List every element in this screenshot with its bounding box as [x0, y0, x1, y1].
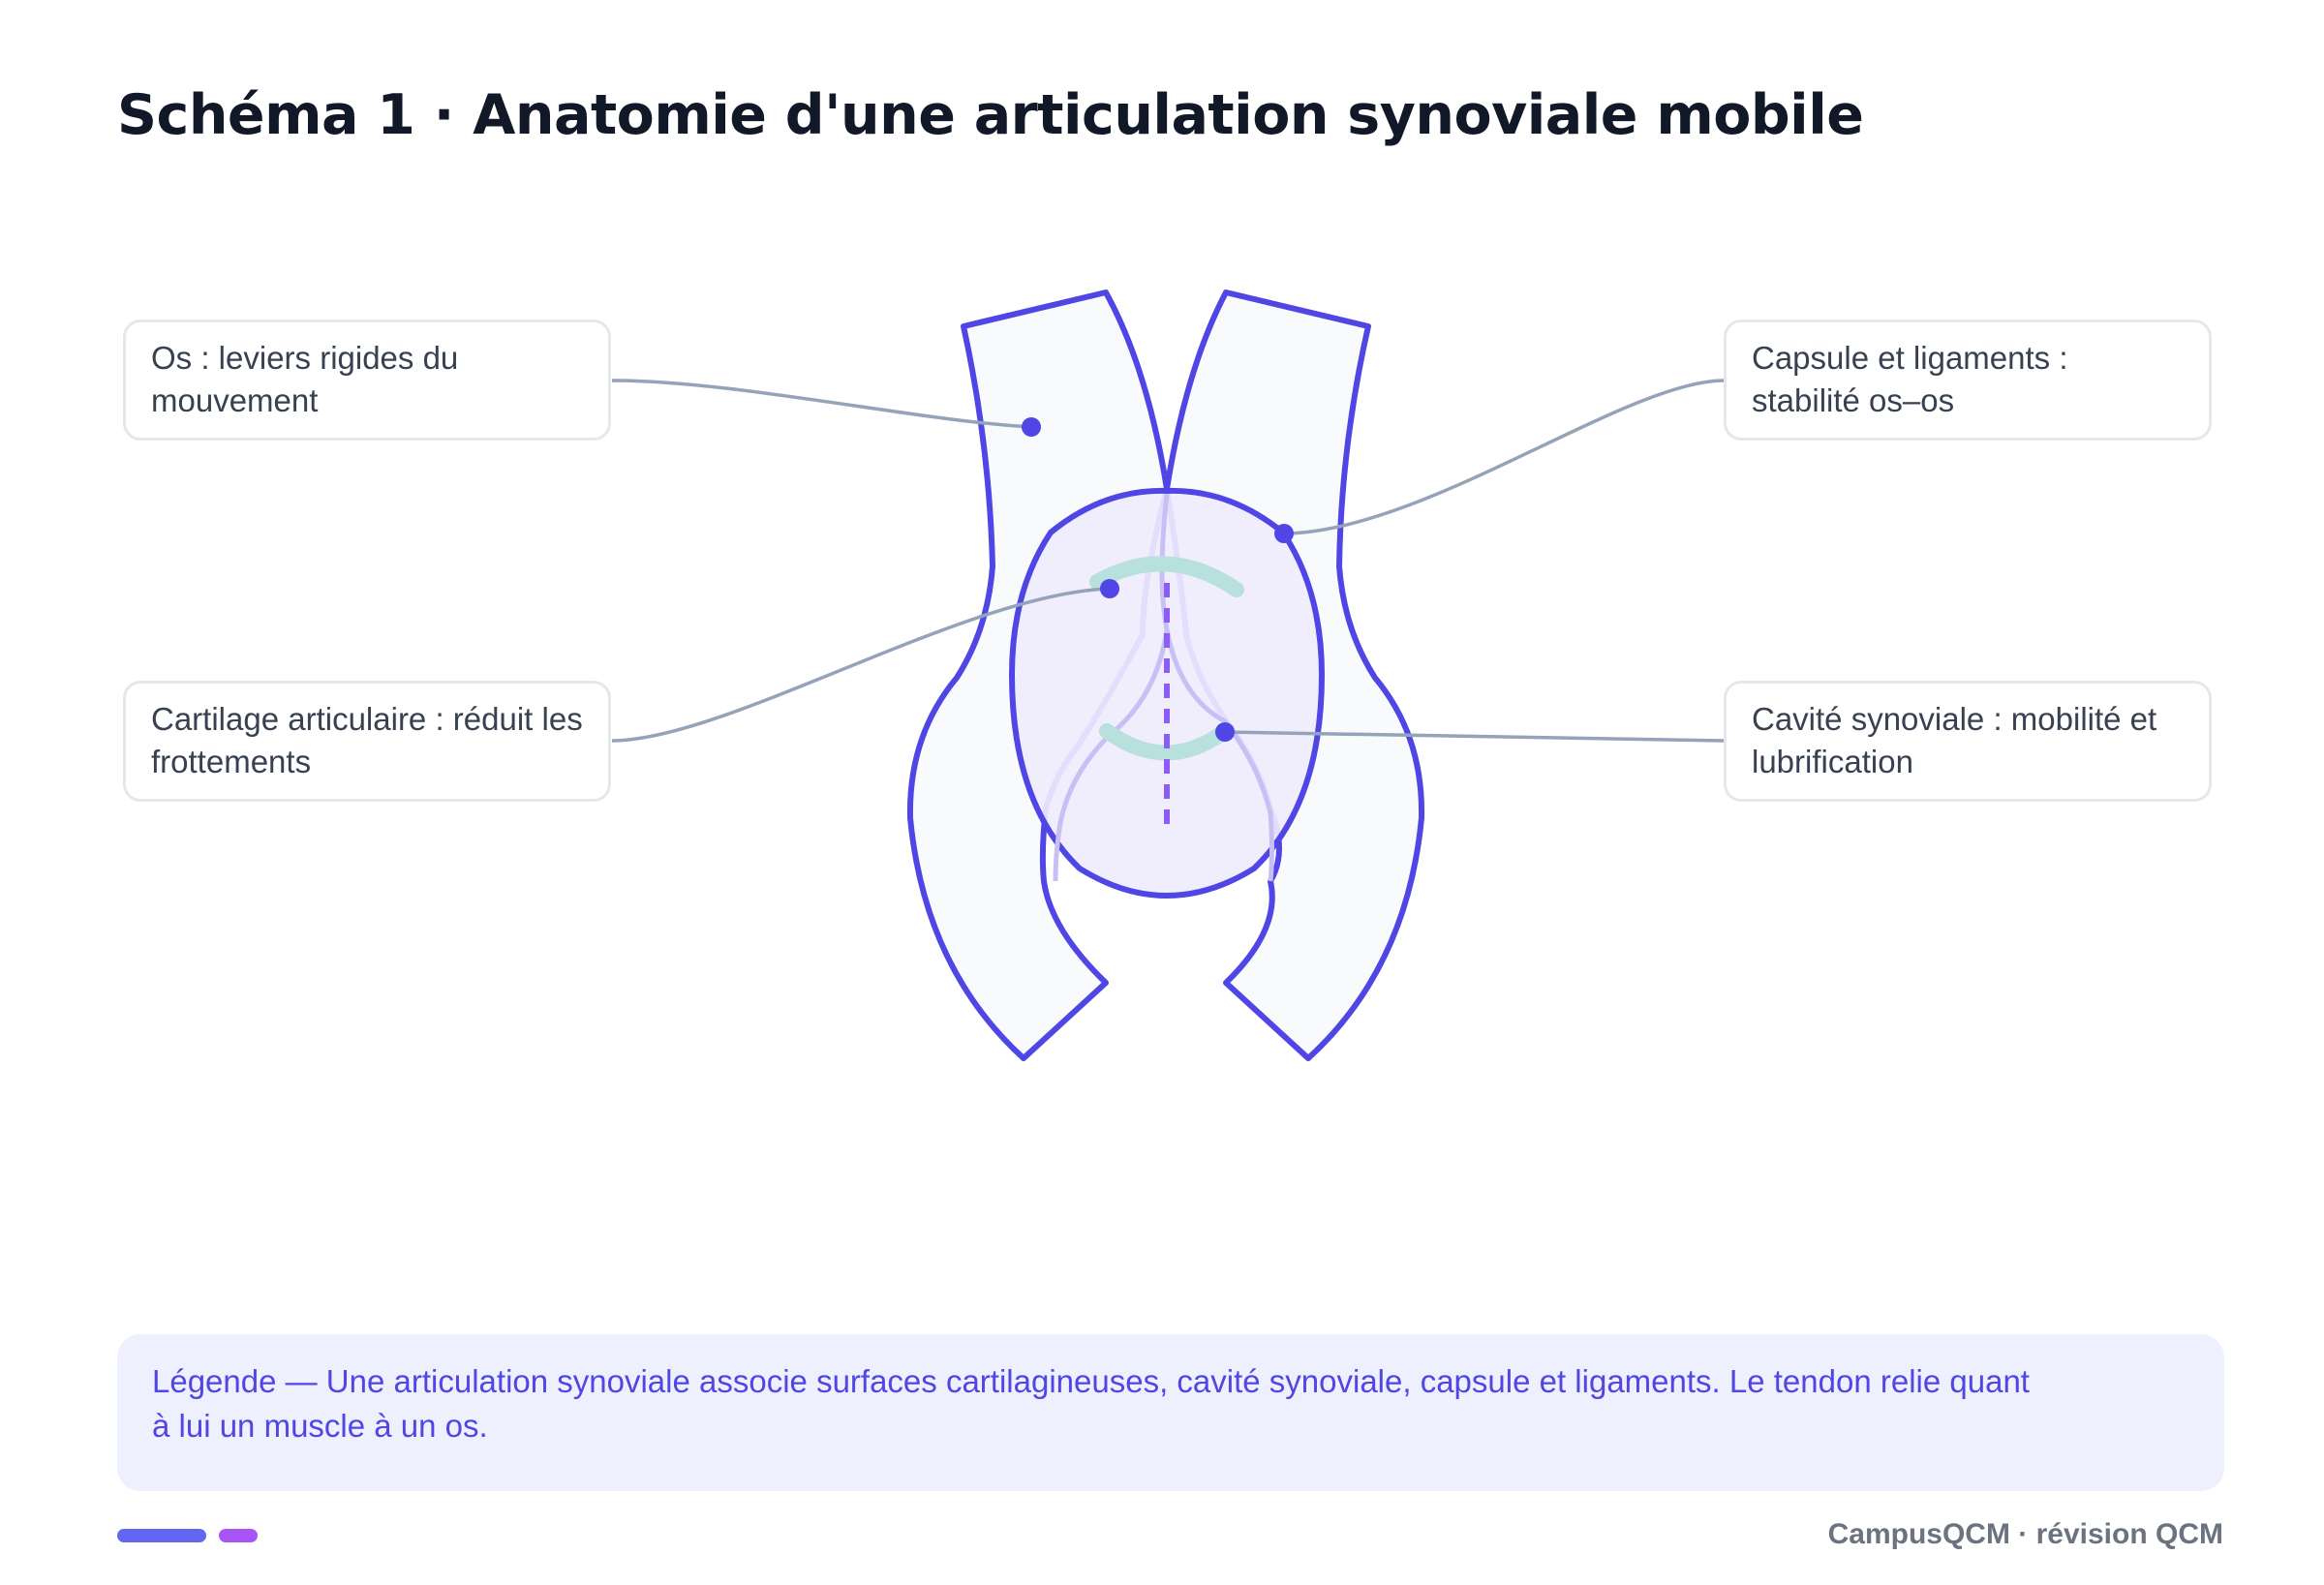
label-os: Os : leviers rigides du mouvement: [123, 320, 611, 441]
label-cavite: Cavité synoviale : mobilité et lubrification: [1724, 681, 2212, 802]
page-title: Schéma 1 · Anatomie d'une articulation synoviale mobile: [117, 83, 1864, 147]
label-capsule: Capsule et ligaments : stabilité os–os: [1724, 320, 2212, 441]
leader-line-os: [612, 381, 1031, 427]
footer-accent-dot: [219, 1529, 258, 1542]
marker-os: [1022, 417, 1041, 437]
marker-cartilage: [1100, 579, 1119, 598]
footer-brand: CampusQCM · révision QCM: [1827, 1518, 2223, 1550]
caption-box: [117, 1334, 2224, 1491]
caption-text: Légende — Une articulation synoviale associe surfaces cartilagineuses, cavité synoviale, capsule et ligaments. Le tendon relie quant à lui un muscle à un os.: [152, 1363, 2030, 1444]
marker-capsule: [1274, 524, 1294, 543]
label-cartilage: Cartilage articulaire : réduit les frottements: [123, 681, 611, 802]
footer-accent-bar: [117, 1529, 206, 1542]
marker-cavite: [1215, 722, 1235, 742]
